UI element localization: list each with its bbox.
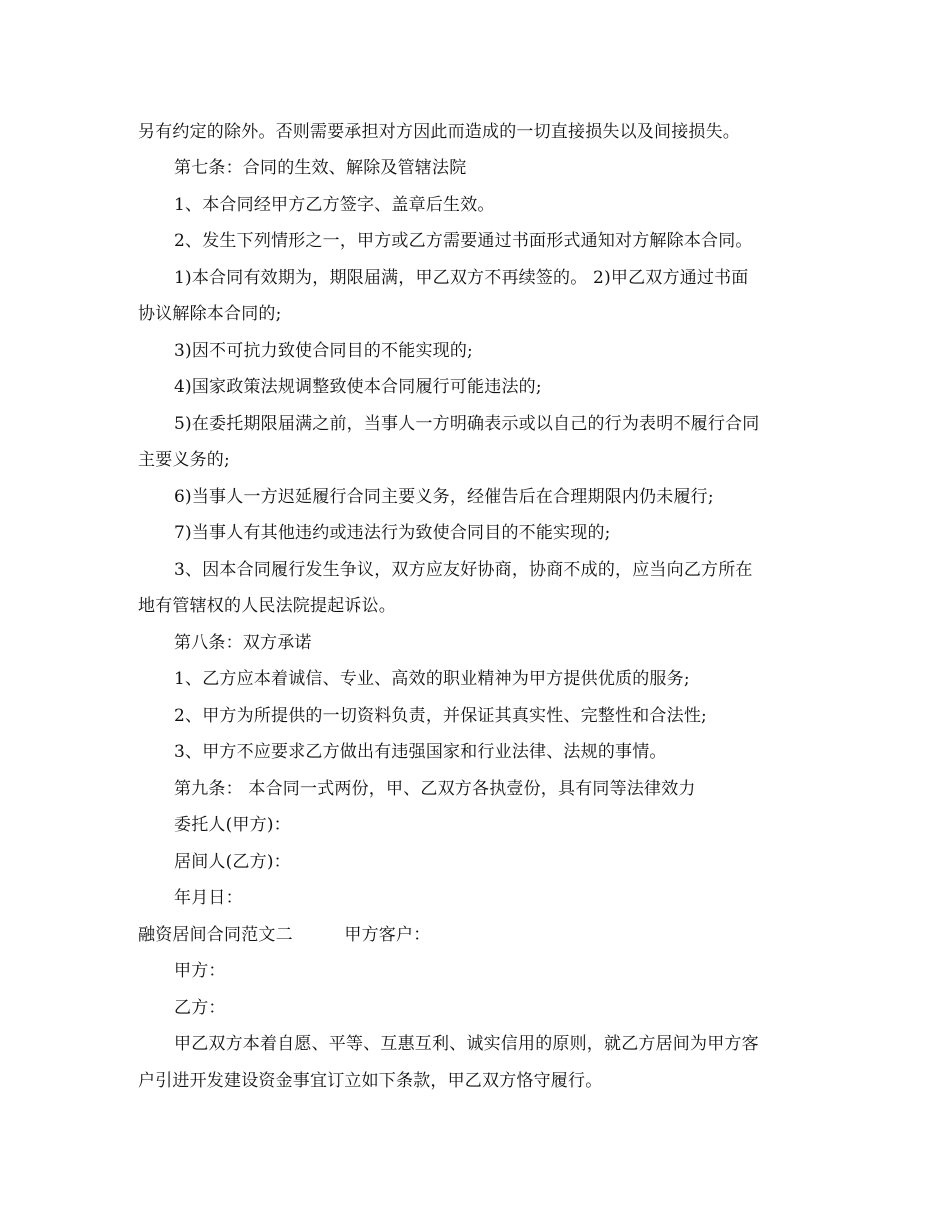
date-line: 年月日： — [174, 888, 243, 908]
paragraph-line: 1、本合同经甲方乙方签字、盖章后生效。 — [174, 195, 495, 215]
signature-line: 委托人(甲方)： — [174, 815, 291, 835]
paragraph-line: 3)因不可抗力致使合同目的不能实现的; — [174, 341, 473, 361]
paragraph-line: 甲乙双方本着自愿、平等、互惠互利、诚实信用的原则，就乙方居间为甲方客 — [174, 1034, 759, 1054]
paragraph-line: 6)当事人一方迟延履行合同主要义务，经催告后在合理期限内仍未履行; — [174, 487, 714, 507]
paragraph-line: 5)在委托期限届满之前，当事人一方明确表示或以自己的行为表明不履行合同 — [174, 414, 760, 434]
section-heading: 第九条： 本合同一式两份，甲、乙双方各执壹份，具有同等法律效力 — [174, 779, 696, 799]
paragraph-line: 另有约定的除外。否则需要承担对方因此而造成的一切直接损失以及间接损失。 — [138, 122, 740, 142]
section-heading: 第七条：合同的生效、解除及管辖法院 — [174, 158, 467, 178]
paragraph-line: 2、发生下列情形之一，甲方或乙方需要通过书面形式通知对方解除本合同。 — [174, 231, 753, 251]
paragraph-line: 2、甲方为所提供的一切资料负责，并保证其真实性、完整性和合法性; — [174, 706, 707, 726]
paragraph-line: 主要义务的; — [138, 450, 230, 470]
paragraph-line: 1)本合同有效期为，期限届满，甲乙双方不再续签的。 2)甲乙双方通过书面 — [174, 268, 749, 288]
paragraph-line: 4)国家政策法规调整致使本合同履行可能违法的; — [174, 377, 542, 397]
party-line: 甲方： — [174, 961, 226, 981]
paragraph-line: 协议解除本合同的; — [138, 304, 282, 324]
paragraph-line: 3、因本合同履行发生争议，双方应友好协商，协商不成的，应当向乙方所在 — [174, 560, 753, 580]
section-heading: 第八条：双方承诺 — [174, 633, 312, 653]
signature-line: 居间人(乙方)： — [174, 852, 291, 872]
paragraph-line: 地有管辖权的人民法院提起诉讼。 — [138, 596, 396, 616]
paragraph-line: 1、乙方应本着诚信、专业、高效的职业精神为甲方提供优质的服务; — [174, 669, 690, 689]
paragraph-line: 7)当事人有其他违约或违法行为致使合同目的不能实现的; — [174, 523, 611, 543]
paragraph-line: 3、甲方不应要求乙方做出有违强国家和行业法律、法规的事情。 — [174, 742, 667, 762]
party-line: 乙方： — [174, 998, 226, 1018]
document-title-line: 融资居间合同范文二 甲方客户： — [138, 925, 431, 945]
paragraph-line: 户引进开发建设资金事宜订立如下条款，甲乙双方恪守履行。 — [138, 1071, 603, 1091]
